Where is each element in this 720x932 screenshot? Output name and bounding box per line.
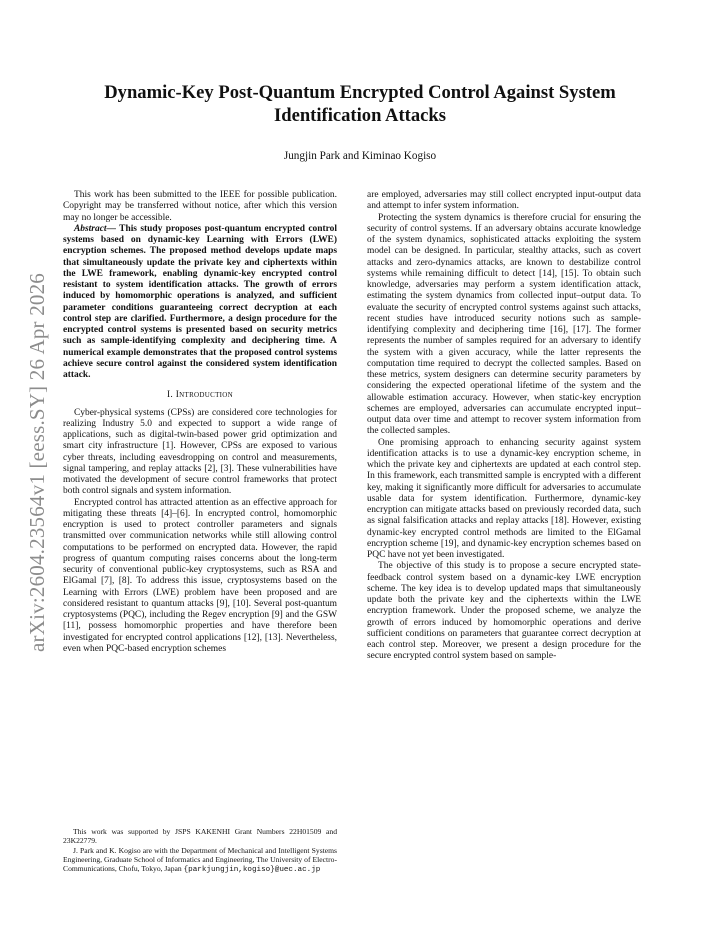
paper-authors: Jungjin Park and Kiminao Kogiso	[283, 150, 437, 162]
footnotes	[63, 827, 337, 875]
abstract-label: Abstract	[74, 223, 107, 234]
funding-footnote: This work was supported by JSPS KAKENHI Grant Numbers 22H01509 and 23K22779.	[63, 827, 337, 846]
affiliation-text: J. Park and K. Kogiso are with the Department of Mechanical and Intelligent Systems Engineering, Graduate School of Informatics and Engineering, The University of Electro-Communications, Chofu, Tokyo, Japan	[63, 845, 337, 874]
body-paragraph: One promising approach to enhancing security against system identification attacks is to use a dynamic-key encryption scheme, in which the private key and ciphertexts are updated at each control step. In this framework, each transmitted sample is encrypted with a different key, making it significantly more difficult for adversaries to accumulate usable data for system identification. Furthermore, dynamic-key encryption can mitigate attacks based on previously recorded data, such as signal falsification attacks and replay attacks [18]. However, existing dynamic-key encrypted control methods are limited to the ElGamal encryption scheme [19], and dynamic-key encryption schemes based on PQC have not yet been investigated.	[367, 437, 641, 560]
left-column	[63, 190, 337, 655]
section-heading	[63, 390, 337, 401]
intro-paragraph: Cyber-physical systems (CPSs) are considered core technologies for realizing Industry 5.0 and expected to support a wide range of applications, such as digital-twin-based power grid optimization and smart city infrastructure [1]. However, CPSs are exposed to various cyber threats, including eavesdropping on control and measurements, signal tampering, and replay attacks [2], [3]. These vulnerabilities have motivated the development of secure control frameworks that protect both control signals and system information.	[63, 407, 337, 497]
paper-title: Dynamic-Key Post-Quantum Encrypted Control Against System Identification Attacks	[104, 82, 616, 126]
arxiv-identifier-stamp	[22, 252, 52, 672]
intro-paragraph: Encrypted control has attracted attention as an effective approach for mitigating these threats [4]–[6]. In encrypted control, homomorphic encryption is used to protect controller parameters and signals transmitted over communication networks while still allowing control computations to be performed on encrypted data. However, the rapid progress of quantum computing raises concerns about the long-term security of conventional public-key cryptosystems, such as RSA and ElGamal [7], [8]. To address this issue, cryptosystems based on the Learning with Errors (LWE) problem have been proposed and are considered resistant to quantum attacks [9], [10]. Several post-quantum cryptosystems (PQC), including the Regev encryption [9] and the GSW [11], possess homomorphic properties and have therefore been investigated for encrypted control applications [12], [13]. Nevertheless, even when PQC-based encryption schemes	[63, 497, 337, 654]
body-paragraph: The objective of this study is to propose a secure encrypted state-feedback control system based on a dynamic-key LWE encryption scheme. The key idea is to develop updated maps that simultaneously update both the private key and the ciphertexts within the LWE encryption framework. Under the proposed scheme, we analyze the growth of errors induced by homomorphic operations and derive sufficient conditions on parameters that guarantee correct decryption at each control step. Moreover, we present a design procedure for the secure encrypted control system based on sample-	[367, 561, 641, 662]
abstract	[63, 224, 337, 382]
author-emails: {parkjungjin,kogiso}@uec.ac.jp	[183, 866, 321, 875]
abstract-text: — This study proposes post-quantum encrypted control systems based on dynamic-key Learning with Errors (LWE) encryption schemes. The proposed method develops update maps that simultaneously update the private key and ciphertexts within the LWE framework, enabling dynamic-key encrypted control resistant to system identification attacks. The growth of errors induced by homomorphic operations is analyzed, and sufficient parameter conditions guaranteeing correct decryption at each control step are clarified. Furthermore, a design procedure for the encrypted control systems is presented based on security metrics such as sample-identifying complexity and deciphering time. A numerical example demonstrates that the proposed control systems achieve secure control against the considered system identification attack.	[63, 223, 337, 380]
arxiv-identifier-text: arXiv:2604.23564v1 [eess.SY] 26 Apr 2026	[24, 272, 49, 652]
section-title: Introduction	[175, 390, 233, 401]
continued-paragraph: are employed, adversaries may still collect encrypted input-output data and attempt to infer system information.	[367, 190, 641, 212]
body-paragraph: Protecting the system dynamics is therefore crucial for ensuring the security of control systems. If an adversary obtains accurate knowledge of the system dynamics, sophisticated attacks exploiting the system model can be designed. In particular, stealthy attacks, such as covert attacks and zero-dynamics attacks, are known to destabilize control systems while remaining difficult to detect [14], [15]. To obtain such knowledge, adversaries may perform a system identification attack, estimating the system dynamics from collected input–output data. To evaluate the security of encrypted control systems against such attacks, recent studies have introduced security notions such as sample-identifying complexity and deciphering time [16], [17]. The former represents the number of samples required for an adversary to identify the system with a given accuracy, while the latter represents the computation time required to decrypt the collected samples. Based on these metrics, system designers can determine security parameters by considering the expected operational lifetime of the system and the allowable estimation accuracy. However, when static-key encryption schemes are employed, adversaries can accumulate encrypted input–output data over time and attempt to recover system information from the collected samples.	[367, 212, 641, 437]
copyright-notice: This work has been submitted to the IEEE for possible publication. Copyright may be transferred without notice, after which this version may no longer be accessible.	[63, 190, 337, 223]
section-number: I.	[166, 390, 174, 401]
affiliation-footnote	[63, 846, 337, 876]
right-column	[367, 190, 641, 663]
